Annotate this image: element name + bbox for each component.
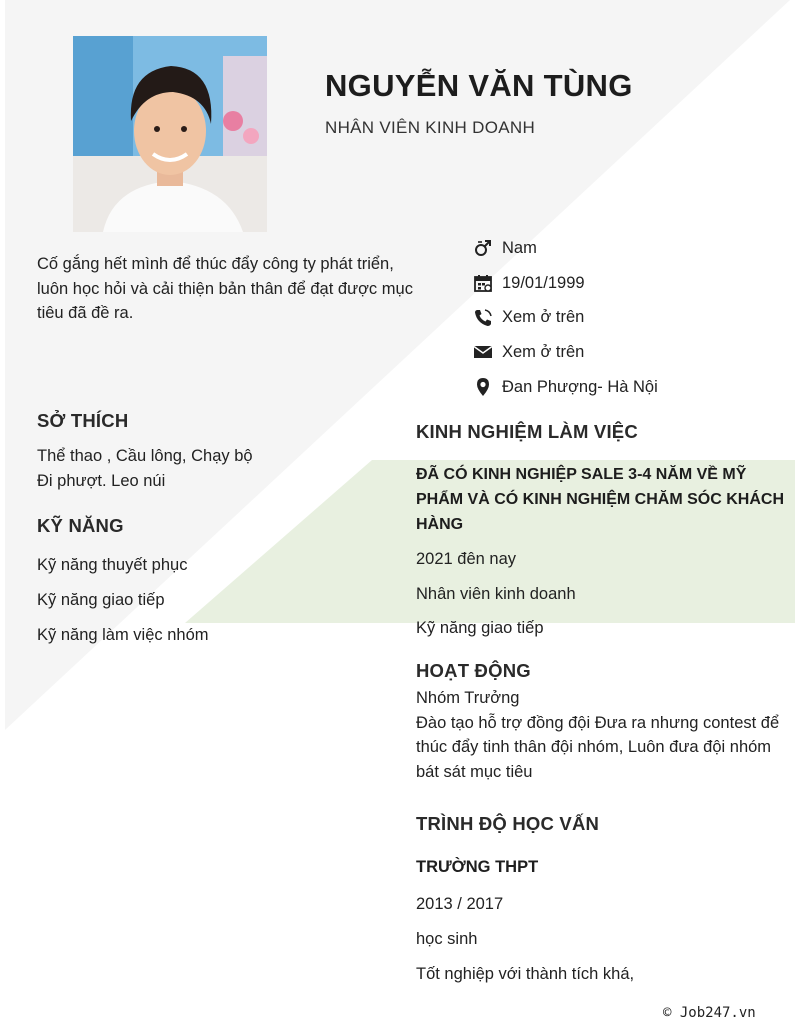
- hobbies-heading: SỞ THÍCH: [37, 410, 129, 431]
- hobby-line: Thể thao , Cầu lông, Chạy bộ: [37, 447, 253, 465]
- education-period: 2013 / 2017: [416, 895, 504, 913]
- experience-company: ĐÃ CÓ KINH NGHIỆP SALE 3-4 NĂM VỀ MỸ PHẨM VÀ CÓ KINH NGHIỆM CHĂM SÓC KHÁCH HÀNG: [416, 466, 784, 533]
- skill-item: Kỹ năng thuyết phục: [37, 556, 188, 574]
- contact-list: [472, 231, 792, 404]
- education-school: TRƯỜNG THPT: [416, 858, 539, 876]
- experience-position: Nhân viên kinh doanh: [416, 584, 576, 603]
- candidate-name: NGUYỄN VĂN TÙNG: [325, 68, 633, 103]
- birthday-value: 19/01/1999: [502, 273, 585, 292]
- experience-details: [416, 550, 576, 654]
- education-result: Tốt nghiệp với thành tích khá,: [416, 965, 635, 983]
- skills-list: [37, 556, 209, 661]
- footer-watermark: © Job247.vn: [663, 1005, 756, 1021]
- career-objective: Cố gắng hết mình để thúc đẩy công ty phát triển, luôn học hỏi và cải thiện bản thân để đạt được mục tiêu đã đề ra.: [37, 255, 413, 322]
- skill-item: Kỹ năng giao tiếp: [37, 591, 165, 609]
- contact-phone: [472, 300, 792, 335]
- gender-icon: [472, 237, 494, 259]
- activity-description: Đào tạo hỗ trợ đồng đội Đưa ra nhưng contest để thúc đẩy tinh thân đội nhóm, Luôn đưa đội nhóm bát sát mục tiêu: [416, 713, 780, 781]
- email-icon: [472, 341, 494, 363]
- phone-icon: [472, 307, 494, 329]
- profile-photo: [73, 36, 267, 232]
- job-title: NHÂN VIÊN KINH DOANH: [325, 118, 536, 137]
- contact-gender: [472, 231, 792, 266]
- phone-value: Xem ở trên: [502, 308, 585, 327]
- education-heading: TRÌNH ĐỘ HỌC VẤN: [416, 813, 600, 834]
- activities-heading: HOẠT ĐỘNG: [416, 660, 531, 681]
- activity-role: Nhóm Trưởng: [416, 689, 520, 707]
- contact-address: [472, 370, 792, 405]
- location-pin-icon: [472, 376, 494, 398]
- contact-email: [472, 335, 792, 370]
- contact-birthday: [472, 266, 792, 301]
- experience-heading: KINH NGHIỆM LÀM VIỆC: [416, 421, 638, 442]
- experience-detail: Kỹ năng giao tiếp: [416, 619, 544, 638]
- activities-content: [416, 686, 786, 784]
- skills-heading: KỸ NĂNG: [37, 515, 124, 536]
- skill-item: Kỹ năng làm việc nhóm: [37, 626, 209, 644]
- calendar-icon: [472, 272, 494, 294]
- education-major: học sinh: [416, 930, 478, 948]
- gender-value: Nam: [502, 238, 537, 257]
- experience-period: 2021 đên nay: [416, 550, 517, 568]
- hobbies-list: [37, 444, 253, 494]
- address-value: Đan Phượng- Hà Nội: [502, 377, 658, 396]
- email-value: Xem ở trên: [502, 342, 585, 361]
- hobby-line: Đi phượt. Leo núi: [37, 472, 166, 490]
- education-details: [416, 895, 634, 1000]
